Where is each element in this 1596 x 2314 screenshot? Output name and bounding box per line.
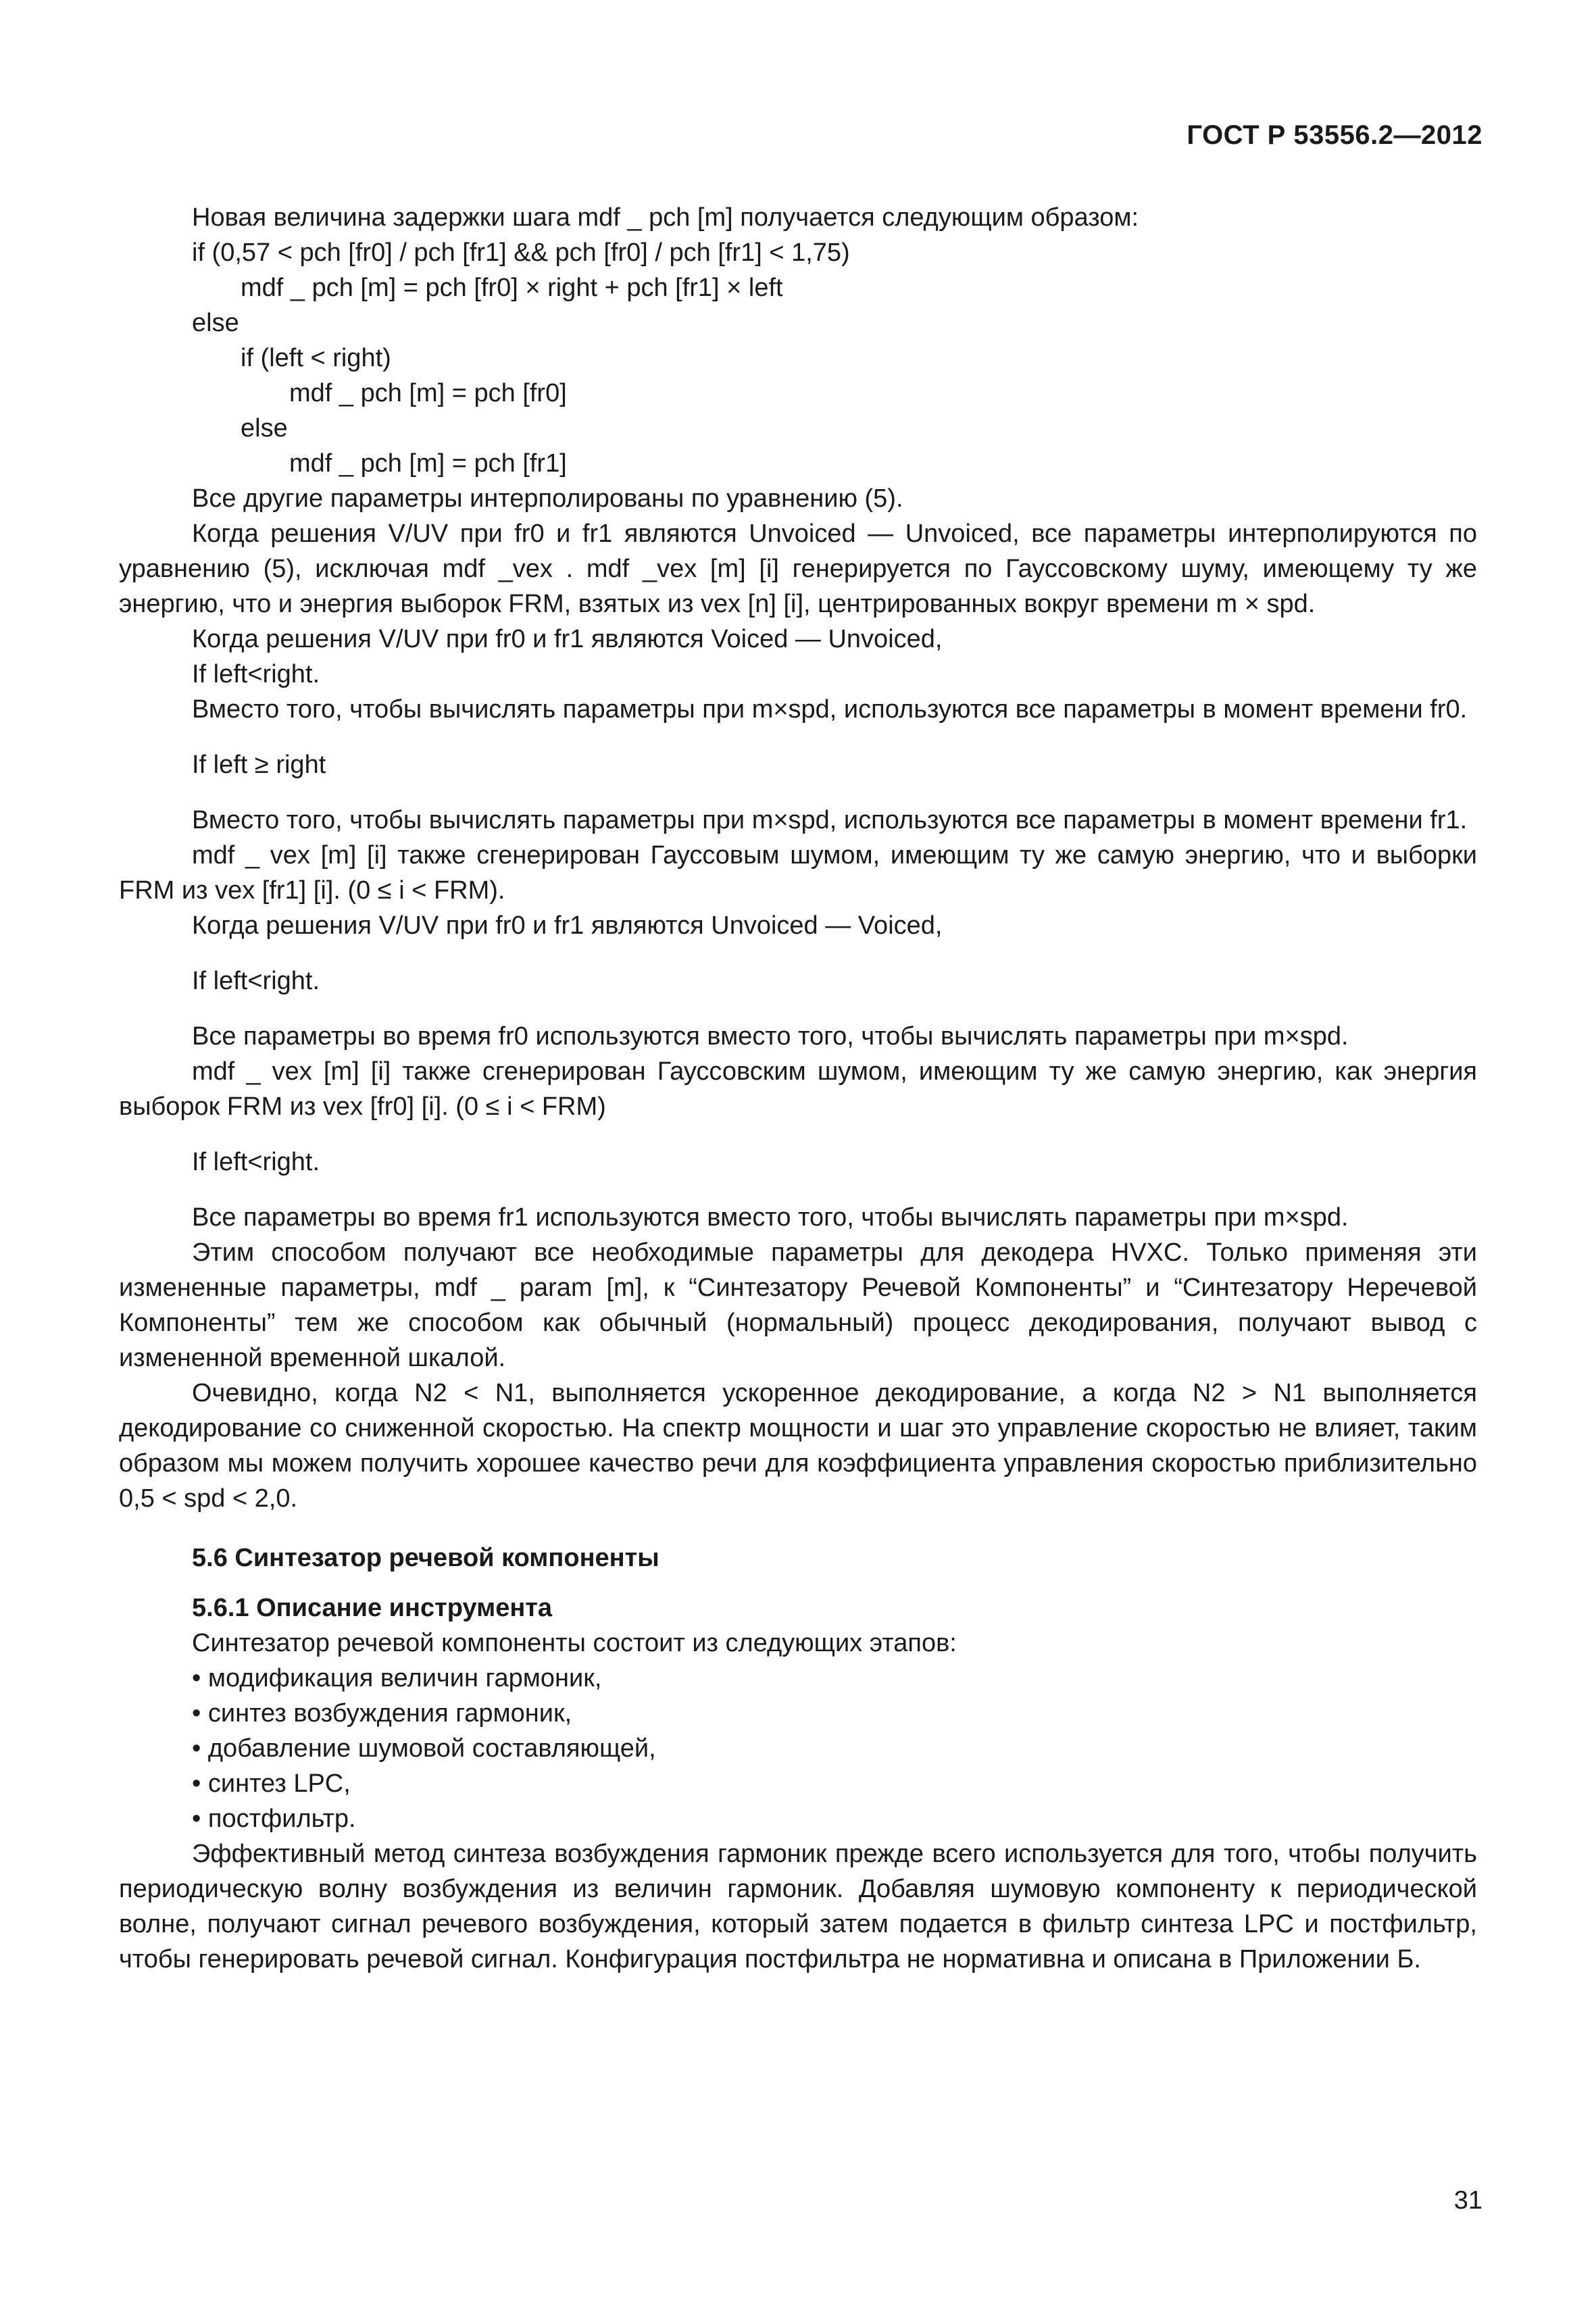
code-line: mdf _ pch [m] = pch [fr0] × right + pch [fr1] × left xyxy=(241,274,783,302)
code-line: else xyxy=(192,309,239,337)
list-item: • синтез возбуждения гармоник, xyxy=(192,1699,572,1728)
paragraph: mdf _ vex [m] [i] также сгенерирован Гауссовым шумом, имеющим ту же самую энергию, что и выборки FRM из vex [fr1] [i]. (0 ≤ i < FRM). xyxy=(119,841,1477,905)
code-line: mdf _ pch [m] = pch [fr0] xyxy=(289,379,567,407)
condition-line: If left<right. xyxy=(192,660,320,688)
paragraph: Синтезатор речевой компоненты состоит из следующих этапов: xyxy=(192,1629,957,1657)
paragraph: Когда решения V/UV при fr0 и fr1 являются Unvoiced — Unvoiced, все параметры интерполируются по уравнению (5), исключая mdf _vex . mdf _vex [m] [i] генерируется по Гауссовскому шуму, имеющему ту же энергию, что и энергия выборок FRM, взятых из vex [n] [i], центрированных вокруг времени m × spd. xyxy=(119,520,1477,618)
document-header: ГОСТ Р 53556.2—2012 xyxy=(1187,120,1482,150)
paragraph: Очевидно, когда N2 < N1, выполняется ускоренное декодирование, а когда N2 > N1 выполняется декодирование со сниженной скоростью. На спектр мощности и шаг это управление скоростью не влияет, таким образом мы можем получить хорошее качество речи для коэффициента управления скоростью приблизительно 0,5 < spd < 2,0. xyxy=(119,1379,1477,1513)
paragraph: Когда решения V/UV при fr0 и fr1 являются Voiced — Unvoiced, xyxy=(192,625,943,653)
code-line: else xyxy=(241,414,288,443)
subsection-heading: 5.6.1 Описание инструмента xyxy=(192,1594,553,1622)
paragraph: Эффективный метод синтеза возбуждения гармоник прежде всего используется для того, чтобы получить периодическую волну возбуждения из величин гармоник. Добавляя шумовую компоненту к периодической волне, получают сигнал речевого возбуждения, который затем подается в фильтр синтеза LPC и постфильтр, чтобы генерировать речевой сигнал. Конфигурация постфильтра не нормативна и описана в Приложении Б. xyxy=(119,1840,1477,1973)
paragraph: Все другие параметры интерполированы по уравнению (5). xyxy=(192,484,903,513)
code-line: if (0,57 < pch [fr0] / pch [fr1] && pch [fr0] / pch [fr1] < 1,75) xyxy=(192,238,850,267)
condition-line: If left<right. xyxy=(192,967,320,995)
list-item: • постфильтр. xyxy=(192,1805,356,1833)
condition-line: If left ≥ right xyxy=(192,751,326,779)
paragraph: Вместо того, чтобы вычислять параметры при m×spd, используются все параметры в момент времени fr1. xyxy=(192,806,1468,834)
condition-line: If left<right. xyxy=(192,1148,320,1176)
paragraph: Вместо того, чтобы вычислять параметры при m×spd, используются все параметры в момент времени fr0. xyxy=(192,695,1468,724)
paragraph: mdf _ vex [m] [i] также сгенерирован Гауссовским шумом, имеющим ту же самую энергию, как энергия выборок FRM из vex [fr0] [i]. (0 ≤ i < FRM) xyxy=(119,1057,1477,1121)
paragraph-intro: Новая величина задержки шага mdf _ pch [m] получается следующим образом: xyxy=(192,203,1139,232)
paragraph: Все параметры во время fr0 используются вместо того, чтобы вычислять параметры при m×spd. xyxy=(192,1022,1349,1051)
document-body xyxy=(119,200,1477,1977)
paragraph: Когда решения V/UV при fr0 и fr1 являются Unvoiced — Voiced, xyxy=(192,911,943,940)
list-item: • модификация величин гармоник, xyxy=(192,1664,602,1692)
code-line: mdf _ pch [m] = pch [fr1] xyxy=(289,449,567,478)
paragraph: Этим способом получают все необходимые параметры для декодера HVXC. Только применяя эти измененные параметры, mdf _ param [m], к “Синтезатору Речевой Компоненты” и “Синтезатору Неречевой Компоненты” тем же способом как обычный (нормальный) процесс декодирования, получают вывод с измененной временной шкалой. xyxy=(119,1238,1477,1372)
list-item: • добавление шумовой составляющей, xyxy=(192,1734,656,1763)
section-heading: 5.6 Синтезатор речевой компоненты xyxy=(192,1544,659,1572)
code-line: if (left < right) xyxy=(241,344,391,372)
list-item: • синтез LPC, xyxy=(192,1769,351,1798)
paragraph: Все параметры во время fr1 используются вместо того, чтобы вычислять параметры при m×spd. xyxy=(192,1203,1349,1232)
page-number: 31 xyxy=(1453,2186,1482,2215)
